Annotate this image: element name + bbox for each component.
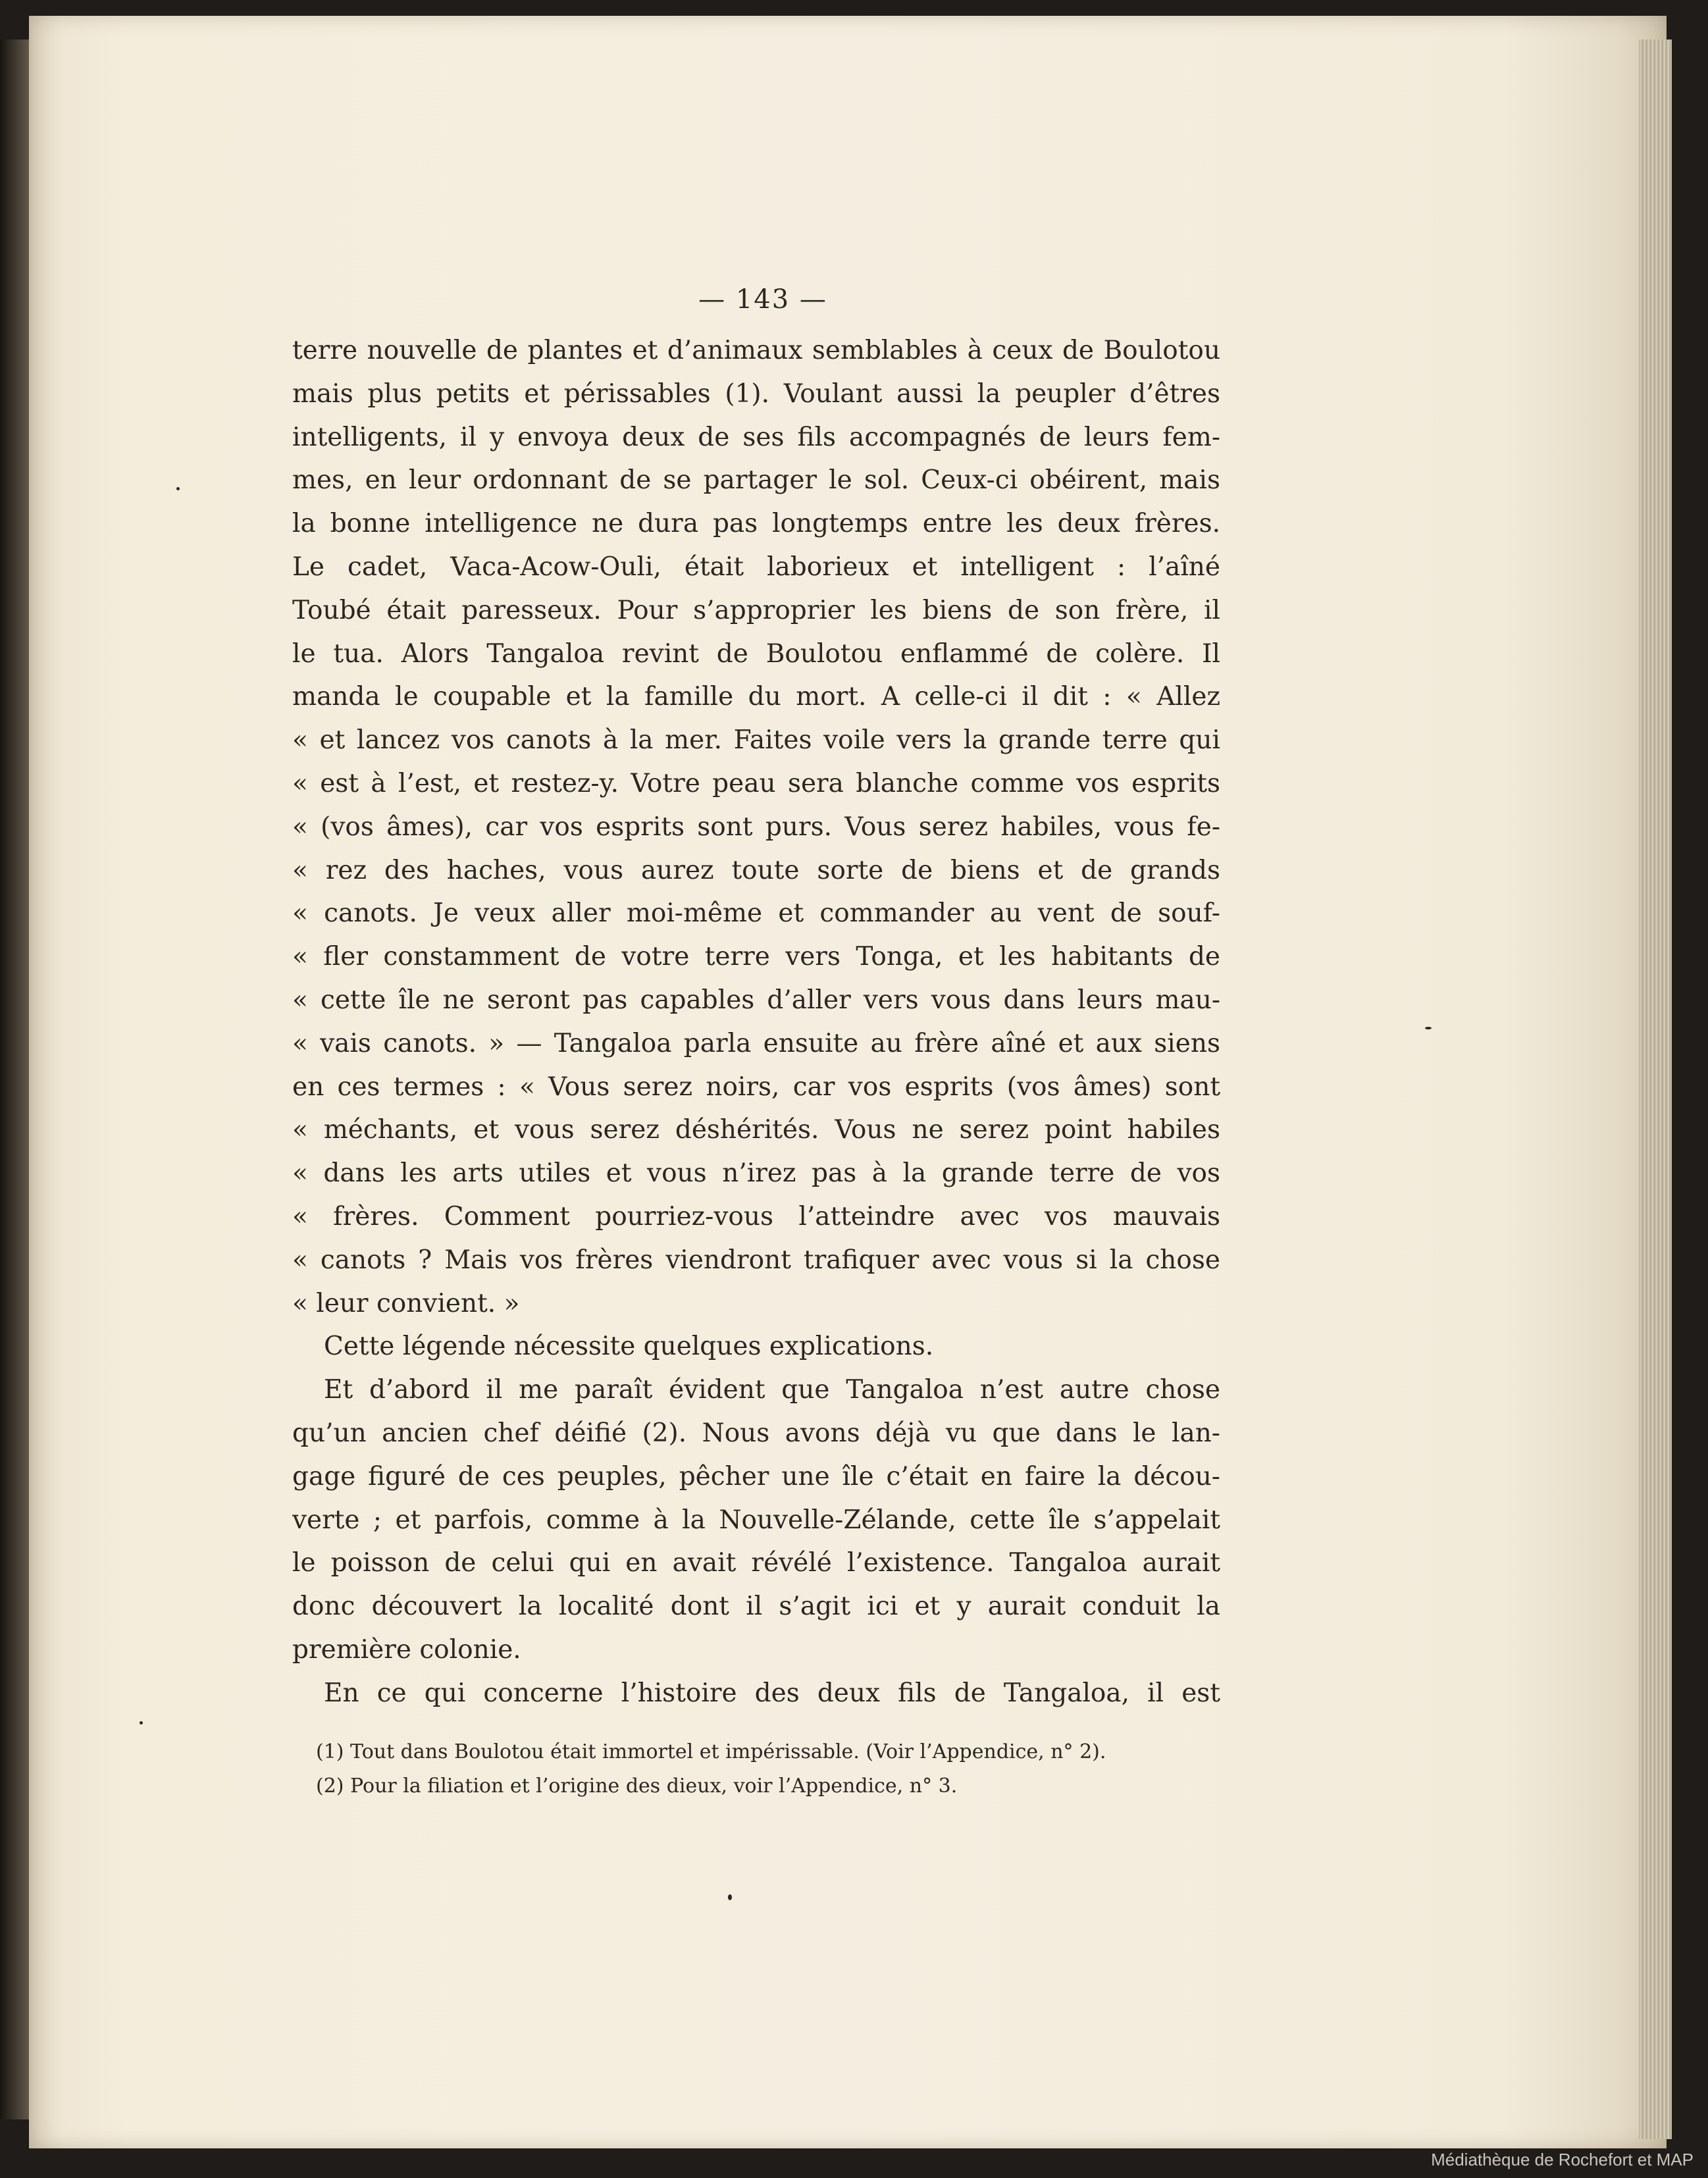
text-line: « vais canots. » — Tangaloa parla ensuite au frère aîné et aux siens: [292, 1028, 1220, 1058]
footnote: (2) Pour la filiation et l’origine des dieux, voir l’Appendice, n° 3.: [316, 1774, 958, 1798]
ink-speck: [140, 1721, 143, 1724]
text-line: mes, en leur ordonnant de se partager le sol. Ceux-ci obéirent, mais: [292, 465, 1220, 496]
ink-speck: [1425, 1027, 1432, 1029]
text-line: « canots. Je veux aller moi-même et commander au vent de souf-: [292, 898, 1220, 929]
text-line: Toubé était paresseux. Pour s’approprier les biens de son frère, il: [292, 595, 1220, 625]
text-line: « frères. Comment pourriez-vous l’atteindre avec vos mauvais: [292, 1201, 1220, 1232]
text-line: le tua. Alors Tangaloa revint de Boulotou enflammé de colère. Il: [292, 638, 1220, 669]
text-line: « et lancez vos canots à la mer. Faites voile vers la grande terre qui: [292, 725, 1220, 756]
text-line: première colonie.: [292, 1634, 521, 1665]
text-line: Et d’abord il me paraît évident que Tangaloa n’est autre chose: [324, 1375, 1220, 1405]
footnote: (1) Tout dans Boulotou était immortel et impérissable. (Voir l’Appendice, n° 2).: [316, 1740, 1106, 1763]
text-line: gage figuré de ces peuples, pêcher une île c’était en faire la décou-: [292, 1461, 1220, 1491]
page-text: [292, 270, 1220, 1803]
book-spine-edge: [0, 39, 33, 2119]
page-stack-edge: [1639, 39, 1672, 2139]
text-line: qu’un ancien chef déifié (2). Nous avons déjà vu que dans le lan-: [292, 1418, 1220, 1448]
text-line: terre nouvelle de plantes et d’animaux semblables à ceux de Boulotou: [292, 336, 1220, 365]
library-watermark: Médiathèque de Rochefort et MAP: [1431, 2150, 1694, 2169]
text-line: mais plus petits et périssables (1). Voulant aussi la peupler d’êtres: [292, 378, 1220, 409]
ink-speck: [728, 1894, 732, 1900]
text-line: le poisson de celui qui en avait révélé l’existence. Tangaloa aurait: [292, 1548, 1220, 1578]
text-line: En ce qui concerne l’histoire des deux fils de Tangaloa, il est: [324, 1678, 1220, 1708]
body-text: [292, 329, 1220, 1715]
text-line: « cette île ne seront pas capables d’aller vers vous dans leurs mau-: [292, 985, 1220, 1015]
text-line: « fler constamment de votre terre vers Tonga, et les habitants de: [292, 942, 1220, 972]
text-line: « dans les arts utiles et vous n’irez pas à la grande terre de vos: [292, 1158, 1220, 1189]
text-line: « est à l’est, et restez-y. Votre peau sera blanche comme vos esprits: [292, 768, 1220, 798]
text-line: la bonne intelligence ne dura pas longtemps entre les deux frères.: [292, 509, 1220, 539]
text-line: en ces termes : « Vous serez noirs, car vos esprits (vos âmes) sont: [292, 1072, 1220, 1102]
ink-speck: [176, 487, 180, 490]
text-line: « leur convient. »: [292, 1288, 520, 1318]
text-line: « (vos âmes), car vos esprits sont purs. Vous serez habiles, vous fe-: [292, 812, 1220, 842]
text-line: « canots ? Mais vos frères viendront trafiquer avec vous si la chose: [292, 1245, 1220, 1275]
text-line: Le cadet, Vaca-Acow-Ouli, était laborieux et intelligent : l’aîné: [292, 552, 1220, 582]
text-line: donc découvert la localité dont il s’agit ici et y aurait conduit la: [292, 1592, 1220, 1622]
text-line: « rez des haches, vous aurez toute sorte de biens et de grands: [292, 855, 1220, 885]
footnotes: [292, 1735, 1220, 1803]
text-line: Cette légende nécessite quelques explications.: [324, 1332, 934, 1362]
text-line: intelligents, il y envoya deux de ses fils accompagnés de leurs fem-: [292, 422, 1220, 452]
text-line: « méchants, et vous serez déshérités. Vous ne serez point habiles: [292, 1115, 1220, 1145]
page-number: — 143 —: [698, 284, 827, 315]
text-line: manda le coupable et la famille du mort. A celle-ci il dit : « Allez: [292, 682, 1220, 712]
text-line: verte ; et parfois, comme à la Nouvelle-Zélande, cette île s’appelait: [292, 1505, 1220, 1535]
